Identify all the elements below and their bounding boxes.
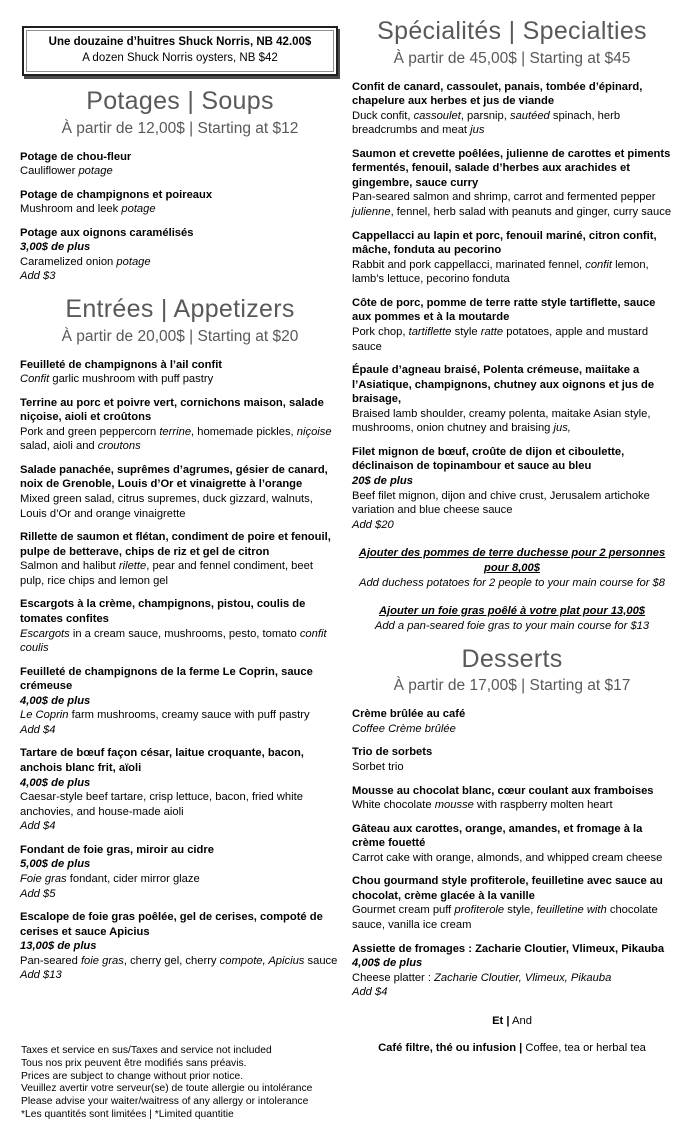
oyster-special-text-en: A dozen Shuck Norris oysters, NB $42	[82, 51, 278, 64]
text-segment: confit	[585, 258, 612, 271]
text-segment: Confit	[20, 373, 50, 386]
text-segment: sauce	[304, 954, 338, 967]
text-segment: fondant, cider mirror glaze	[66, 872, 200, 885]
item-desc-en	[352, 258, 672, 287]
text-segment: Et |	[492, 1014, 510, 1027]
text-segment: farm mushrooms, creamy sauce with puff pastry	[68, 709, 310, 722]
item-supplement-en: Add $3	[20, 270, 56, 283]
section-subtitle-specialties: À partir de 45,00$ | Starting at $45	[393, 49, 631, 67]
specialties-addons	[352, 546, 672, 634]
item-name-fr: Escalope de foie gras poêlée, gel de cerises, compoté de cerises et sauce Apicius	[20, 911, 323, 938]
menu-item	[20, 226, 340, 284]
item-desc-en	[20, 202, 340, 217]
text-segment: niçoise	[296, 425, 332, 438]
menu-item	[352, 296, 672, 354]
oyster-special-box	[22, 26, 338, 76]
menu-item	[20, 665, 340, 738]
item-desc-en	[20, 790, 340, 819]
item-desc-en	[352, 971, 672, 986]
item-name-fr: Assiette de fromages : Zacharie Cloutier, Vlimeux, Pikauba	[352, 942, 665, 955]
menu-item	[352, 942, 672, 1000]
item-supplement-en: Add $4	[20, 723, 56, 736]
text-segment: Escargots	[20, 627, 70, 640]
text-segment: julienne	[352, 206, 391, 218]
item-desc-en	[352, 760, 672, 775]
menu-item	[352, 822, 672, 866]
text-segment: Pork chop,	[352, 325, 409, 338]
item-name-fr: Potage de chou-fleur	[20, 150, 132, 163]
text-segment: Pan-seared salmon and shrimp, carrot and fermented pepper	[352, 191, 656, 204]
text-segment: Beef filet mignon, dijon and chive crust, Jerusalem artichoke variation and blue cheese sauce	[352, 489, 650, 517]
text-segment: Cheese platter :	[352, 971, 435, 984]
soups-items	[20, 150, 340, 285]
menu-item	[352, 80, 672, 138]
text-segment: spinach, herb breadcrumbs and meat	[352, 109, 621, 137]
menu-item	[20, 746, 340, 833]
coffee-tea-line	[352, 1042, 672, 1054]
menu-item	[20, 188, 340, 217]
text-segment: Foie gras	[20, 872, 67, 885]
text-segment: garlic mushroom with puff pastry	[49, 373, 214, 386]
item-name-fr: Cappellacci au lapin et porc, fenouil mariné, citron confit, mâche, fonduta au pecorino	[352, 229, 657, 257]
menu-item	[352, 363, 672, 436]
item-supplement-fr: 4,00$ de plus	[20, 694, 91, 707]
text-segment: Gourmet cream puff	[352, 904, 455, 917]
text-segment: Rabbit and pork cappellacci, marinated fennel,	[352, 258, 586, 271]
item-desc-en	[352, 190, 672, 219]
item-name-fr: Trio de sorbets	[352, 746, 433, 759]
item-name-fr: Chou gourmand style profiterole, feuilletine avec sauce au chocolat, crème glacée à la vanille	[352, 875, 663, 902]
appetizers-items	[20, 358, 340, 983]
item-desc-en	[352, 109, 672, 138]
text-segment: Sorbet trio	[352, 760, 404, 773]
menu-item	[20, 150, 340, 179]
text-segment: Caramelized onion	[20, 255, 117, 268]
item-name-fr: Tartare de bœuf façon césar, laitue croquante, bacon, anchois blanc frit, aïoli	[20, 747, 304, 775]
section-title-soups: Potages | Soups	[86, 87, 274, 116]
item-desc-en	[20, 954, 340, 969]
text-segment: , cherry gel, cherry	[123, 954, 220, 967]
item-desc-en	[20, 255, 340, 270]
item-supplement-fr: 20$ de plus	[352, 475, 413, 487]
text-segment: tartiflette	[408, 325, 452, 338]
footer-line: Tous nos prix peuvent être modifiés sans préavis.	[21, 1057, 247, 1069]
menu-item	[20, 843, 340, 901]
item-supplement-en: Add $13	[20, 969, 62, 982]
item-desc-en	[352, 722, 672, 737]
text-segment: terrine	[159, 425, 192, 438]
text-segment: Duck confit,	[352, 109, 414, 122]
item-name-fr: Escargots à la crème, champignons, pistou, coulis de tomates confites	[20, 598, 306, 625]
text-segment: potage	[116, 255, 151, 268]
text-segment: Carrot cake with orange, almonds, and whipped cream cheese	[352, 851, 663, 864]
section-title-desserts: Desserts	[461, 644, 563, 673]
item-name-fr: Terrine au porc et poivre vert, cornichons maison, salade niçoise, aioli et croûtons	[20, 396, 324, 424]
item-supplement-fr: 4,00$ de plus	[352, 957, 423, 970]
item-desc-en	[20, 425, 340, 454]
item-supplement-en: Add $4	[352, 986, 388, 999]
text-segment: salad, aioli and	[20, 440, 98, 453]
item-desc-en	[352, 489, 672, 518]
text-segment: , fennel, herb salad with peanuts and ginger, curry sauce	[390, 206, 672, 218]
menu-item	[20, 530, 340, 588]
addon-text-fr: Ajouter des pommes de terre duchesse pour 2 personnes pour 8,00$	[358, 547, 666, 575]
text-segment: Cauliflower	[20, 165, 79, 178]
addon-text-en: Add duchess potatoes for 2 people to your main course for $8	[359, 577, 665, 590]
text-segment: with raspberry molten heart	[473, 799, 613, 812]
item-supplement-en: Add $4	[20, 820, 56, 833]
item-desc-en	[20, 492, 340, 521]
desserts-items	[352, 707, 672, 1000]
menu-item	[352, 229, 672, 287]
menu-item	[20, 396, 340, 454]
item-desc-en	[352, 851, 672, 866]
text-segment: potatoes, apple and mustard sauce	[352, 325, 649, 353]
item-desc-en	[352, 798, 672, 813]
item-name-fr: Potage de champignons et poireaux	[20, 188, 213, 201]
item-name-fr: Filet mignon de bœuf, croûte de dijon et ciboulette, déclinaison de topinambour et sauce au bleu	[352, 445, 625, 473]
text-segment: jus,	[553, 422, 571, 435]
item-name-fr: Saumon et crevette poêlées, julienne de carottes et piments fermentés, fenouil, salade d’herbes aux arachides et gingembre, sauce curry	[352, 147, 671, 189]
menu-item	[352, 745, 672, 774]
item-name-fr: Potage aux oignons caramélisés	[20, 226, 194, 239]
item-desc-en	[20, 627, 340, 656]
text-segment: style,	[504, 904, 537, 917]
item-name-fr: Gâteau aux carottes, orange, amandes, et fromage à la crème fouetté	[352, 822, 643, 850]
item-desc-en	[352, 903, 672, 932]
text-segment: rilette	[118, 560, 147, 573]
item-desc-en	[20, 559, 340, 588]
section-subtitle-desserts: À partir de 17,00$ | Starting at $17	[393, 677, 631, 695]
menu-item	[352, 147, 672, 220]
text-segment: confit coulis	[20, 627, 327, 655]
menu-item	[20, 358, 340, 387]
text-segment: Salmon and halibut	[20, 560, 119, 573]
text-segment: Zacharie Cloutier, Vlimeux, Pikauba	[434, 971, 612, 984]
item-desc-en	[352, 407, 672, 436]
text-segment: Coffee Crème brûlée	[352, 722, 456, 735]
item-name-fr: Épaule d’agneau braisé, Polenta crémeuse, maiitake a l’Asiatique, champignons, chutney aux oignons et jus de braisage,	[352, 364, 655, 406]
addon-text-fr: Ajouter un foie gras poêlé à votre plat pour 13,00$	[378, 604, 646, 617]
section-subtitle-soups: À partir de 12,00$ | Starting at $12	[61, 119, 299, 137]
text-segment: Caesar-style beef tartare, crisp lettuce, bacon, fried white anchovies, and house-made aioli	[20, 791, 303, 818]
text-segment: in a cream sauce, mushrooms, pesto, tomato	[69, 627, 300, 640]
item-supplement-fr: 13,00$ de plus	[20, 940, 97, 953]
text-segment: And	[509, 1014, 532, 1027]
text-segment: , pear and fennel condiment, beet pulp, rice chips and lemon gel	[20, 560, 313, 587]
text-segment: , parsnip,	[460, 109, 510, 122]
text-segment: Pork and green peppercorn	[20, 425, 160, 438]
menu-item	[20, 463, 340, 521]
text-segment: Coffee, tea or herbal tea	[522, 1041, 646, 1054]
text-segment: , homemade pickles,	[191, 425, 297, 438]
text-segment: Café filtre, thé ou infusion |	[378, 1041, 523, 1054]
footer-line: Taxes et service en sus/Taxes and service not included	[21, 1044, 272, 1056]
item-desc-en	[352, 325, 672, 354]
item-supplement-fr: 5,00$ de plus	[20, 858, 91, 871]
menu-item	[352, 874, 672, 932]
item-name-fr: Confit de canard, cassoulet, panais, tombée d’épinard, chapelure aux herbes et jus de viande	[352, 80, 643, 108]
item-name-fr: Feuilleté de champignons de la ferme Le Coprin, sauce crémeuse	[20, 665, 313, 693]
addon-text-en: Add a pan-seared foie gras to your main course for $13	[374, 619, 650, 632]
footer-line: *Les quantités sont limitées | *Limited quantitie	[21, 1109, 234, 1121]
text-segment: lemon, lamb’s lettuce, pecorino fonduta	[352, 258, 649, 286]
right-column	[352, 12, 672, 1054]
item-desc-en	[20, 164, 340, 179]
text-segment: White chocolate	[352, 799, 435, 812]
section-subtitle-appetizers: À partir de 20,00$ | Starting at $20	[61, 327, 299, 345]
menu-item	[352, 784, 672, 813]
item-supplement-en: Add $5	[20, 887, 56, 900]
et-and-line	[352, 1015, 672, 1027]
oyster-special-inner	[26, 30, 334, 72]
section-title-appetizers: Entrées | Appetizers	[65, 295, 295, 324]
specialties-items	[352, 80, 672, 533]
oyster-special-text-fr: Une douzaine d’huitres Shuck Norris, NB 42.00$	[48, 36, 312, 48]
text-segment: sautéed	[509, 109, 550, 122]
footer-line: Veuillez avertir votre serveur(se) de toute allergie ou intolérance	[21, 1083, 313, 1095]
left-column	[20, 12, 340, 1054]
text-segment: profiterole	[454, 904, 505, 917]
text-segment: Pan-seared	[20, 954, 81, 967]
item-name-fr: Mousse au chocolat blanc, cœur coulant aux framboises	[352, 784, 654, 797]
footer-line: Please advise your waiter/waitress of any allergy or intolerance	[21, 1096, 309, 1108]
text-segment: ratte	[480, 325, 504, 338]
footer-line: Prices are subject to change without prior notice.	[21, 1070, 244, 1082]
item-name-fr: Salade panachée, suprêmes d’agrumes, gésier de canard, noix de Grenoble, Louis d’Or et vinaigrette à l’orange	[20, 463, 328, 491]
addon-item	[352, 604, 672, 634]
section-title-specialties: Spécialités | Specialties	[377, 17, 647, 45]
item-supplement-en: Add $20	[352, 518, 394, 531]
item-name-fr: Rillette de saumon et flétan, condiment de poire et fenouil, pulpe de betterave, chips de riz et gel de citron	[20, 531, 331, 558]
menu-item	[20, 910, 340, 983]
text-segment: feuilletine with	[536, 904, 607, 917]
text-segment: Le Coprin	[20, 709, 69, 722]
text-segment: jus	[470, 124, 485, 137]
footer-notes	[21, 1045, 312, 1122]
item-name-fr: Côte de porc, pomme de terre ratte style tartiflette, sauce aux pommes et à la moutarde	[352, 296, 656, 324]
item-desc-en	[20, 872, 340, 887]
item-desc-en	[20, 372, 340, 387]
item-supplement-fr: 3,00$ de plus	[20, 241, 91, 254]
menu-item	[352, 445, 672, 532]
text-segment: potage	[121, 203, 156, 216]
text-segment: foie gras	[80, 954, 124, 967]
menu-item	[352, 707, 672, 736]
text-segment: potage	[78, 165, 113, 178]
text-segment: style	[451, 325, 481, 338]
text-segment: chocolate sauce, vanilla ice cream	[352, 904, 658, 932]
item-name-fr: Feuilleté de champignons à l’ail confit	[20, 358, 223, 371]
text-segment: Braised lamb shoulder, creamy polenta, maitake Asian style, mushrooms, onion chutney and braising	[352, 407, 651, 435]
text-segment: mousse	[434, 799, 474, 812]
text-segment: compote, Apicius	[219, 954, 305, 967]
item-desc-en	[20, 708, 340, 723]
addon-item	[352, 546, 672, 591]
item-name-fr: Fondant de foie gras, miroir au cidre	[20, 843, 214, 856]
text-segment: Mushroom and leek	[20, 203, 122, 216]
text-segment: cassoulet	[413, 109, 461, 122]
item-name-fr: Crème brûlée au café	[352, 708, 466, 721]
item-supplement-fr: 4,00$ de plus	[20, 776, 91, 789]
menu-item	[20, 597, 340, 655]
text-segment: Mixed green salad, citrus supremes, duck gizzard, walnuts, Louis d’Or and orange vinaigrette	[20, 493, 313, 520]
text-segment: croutons	[97, 440, 141, 453]
